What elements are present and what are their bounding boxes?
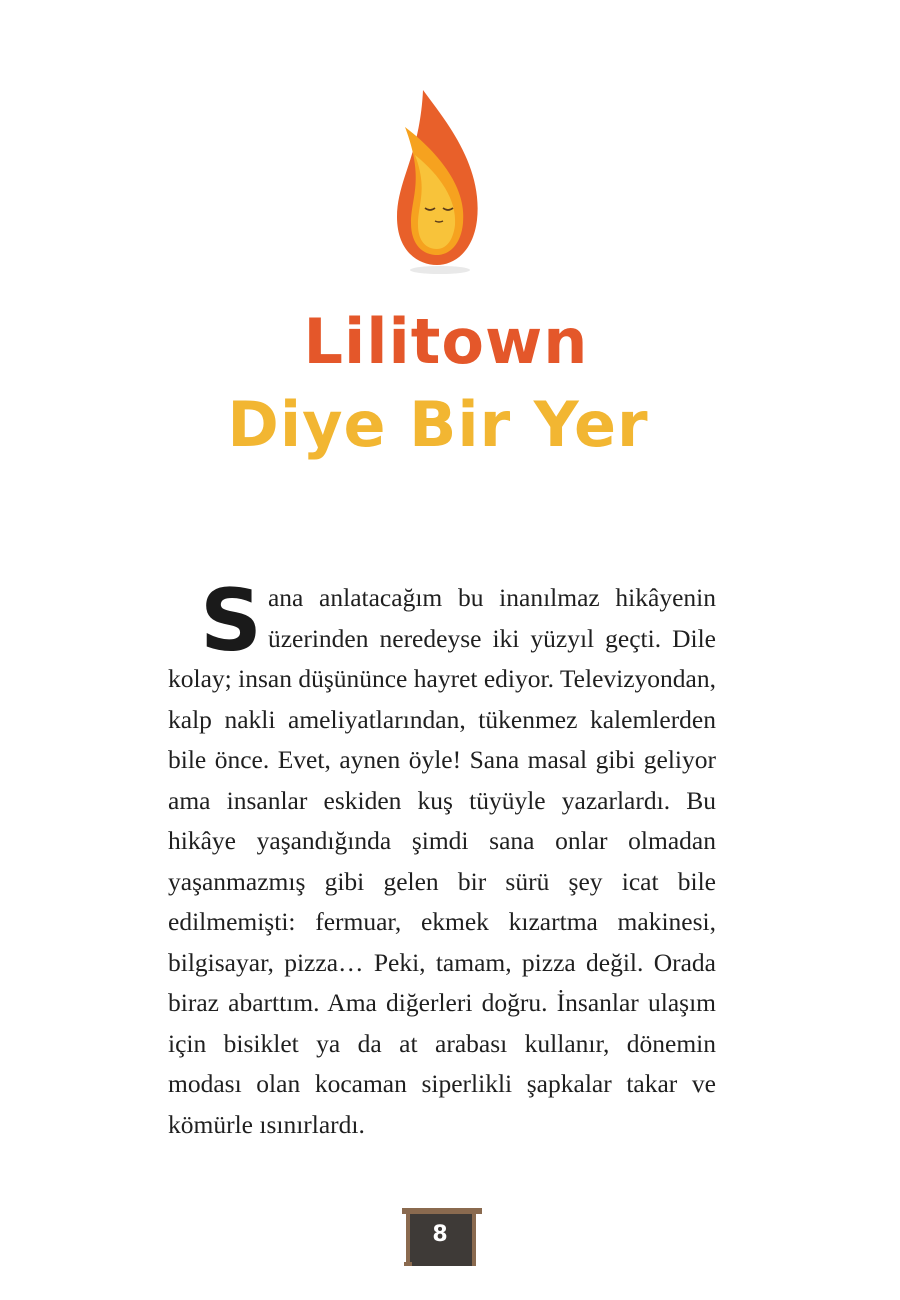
flame-icon xyxy=(385,85,495,285)
page-number-badge xyxy=(402,1206,482,1268)
chapter-title-line1: Lilitown xyxy=(303,305,589,378)
story-text: ana anlatacağım bu inanılmaz hikâyenin üzerinden neredeyse iki yüzyıl geçti. Dile kolay; insan düşününce hayret ediyor. Televizyondan, kalp nakli ameliyatlarından, tükenmez kalemlerden bile önce. Evet, aynen öyle! Sana masal gibi geliyor ama insanlar eskiden kuş tüyüyle yazarlardı. Bu hikâye yaşandığında şimdi sana onlar olmadan yaşanmazmış gibi gelen bir sürü şey icat bile edilmemişti: fermuar, ekmek kızartma makinesi, bilgisayar, pizza… Peki, tamam, pizza değil. Orada biraz abarttım. Ama diğerleri doğru. İnsanlar ulaşım için bisiklet ya da at arabası kullanır, dönemin modası olan kocaman siperlikli şapkalar takar ve kömürle ısınırlardı. xyxy=(168,583,716,1139)
story-paragraph xyxy=(168,571,716,1145)
page-number: 8 xyxy=(432,1222,448,1247)
drop-cap: S xyxy=(200,571,262,671)
chapter-title-line2: Diye Bir Yer xyxy=(227,388,649,461)
